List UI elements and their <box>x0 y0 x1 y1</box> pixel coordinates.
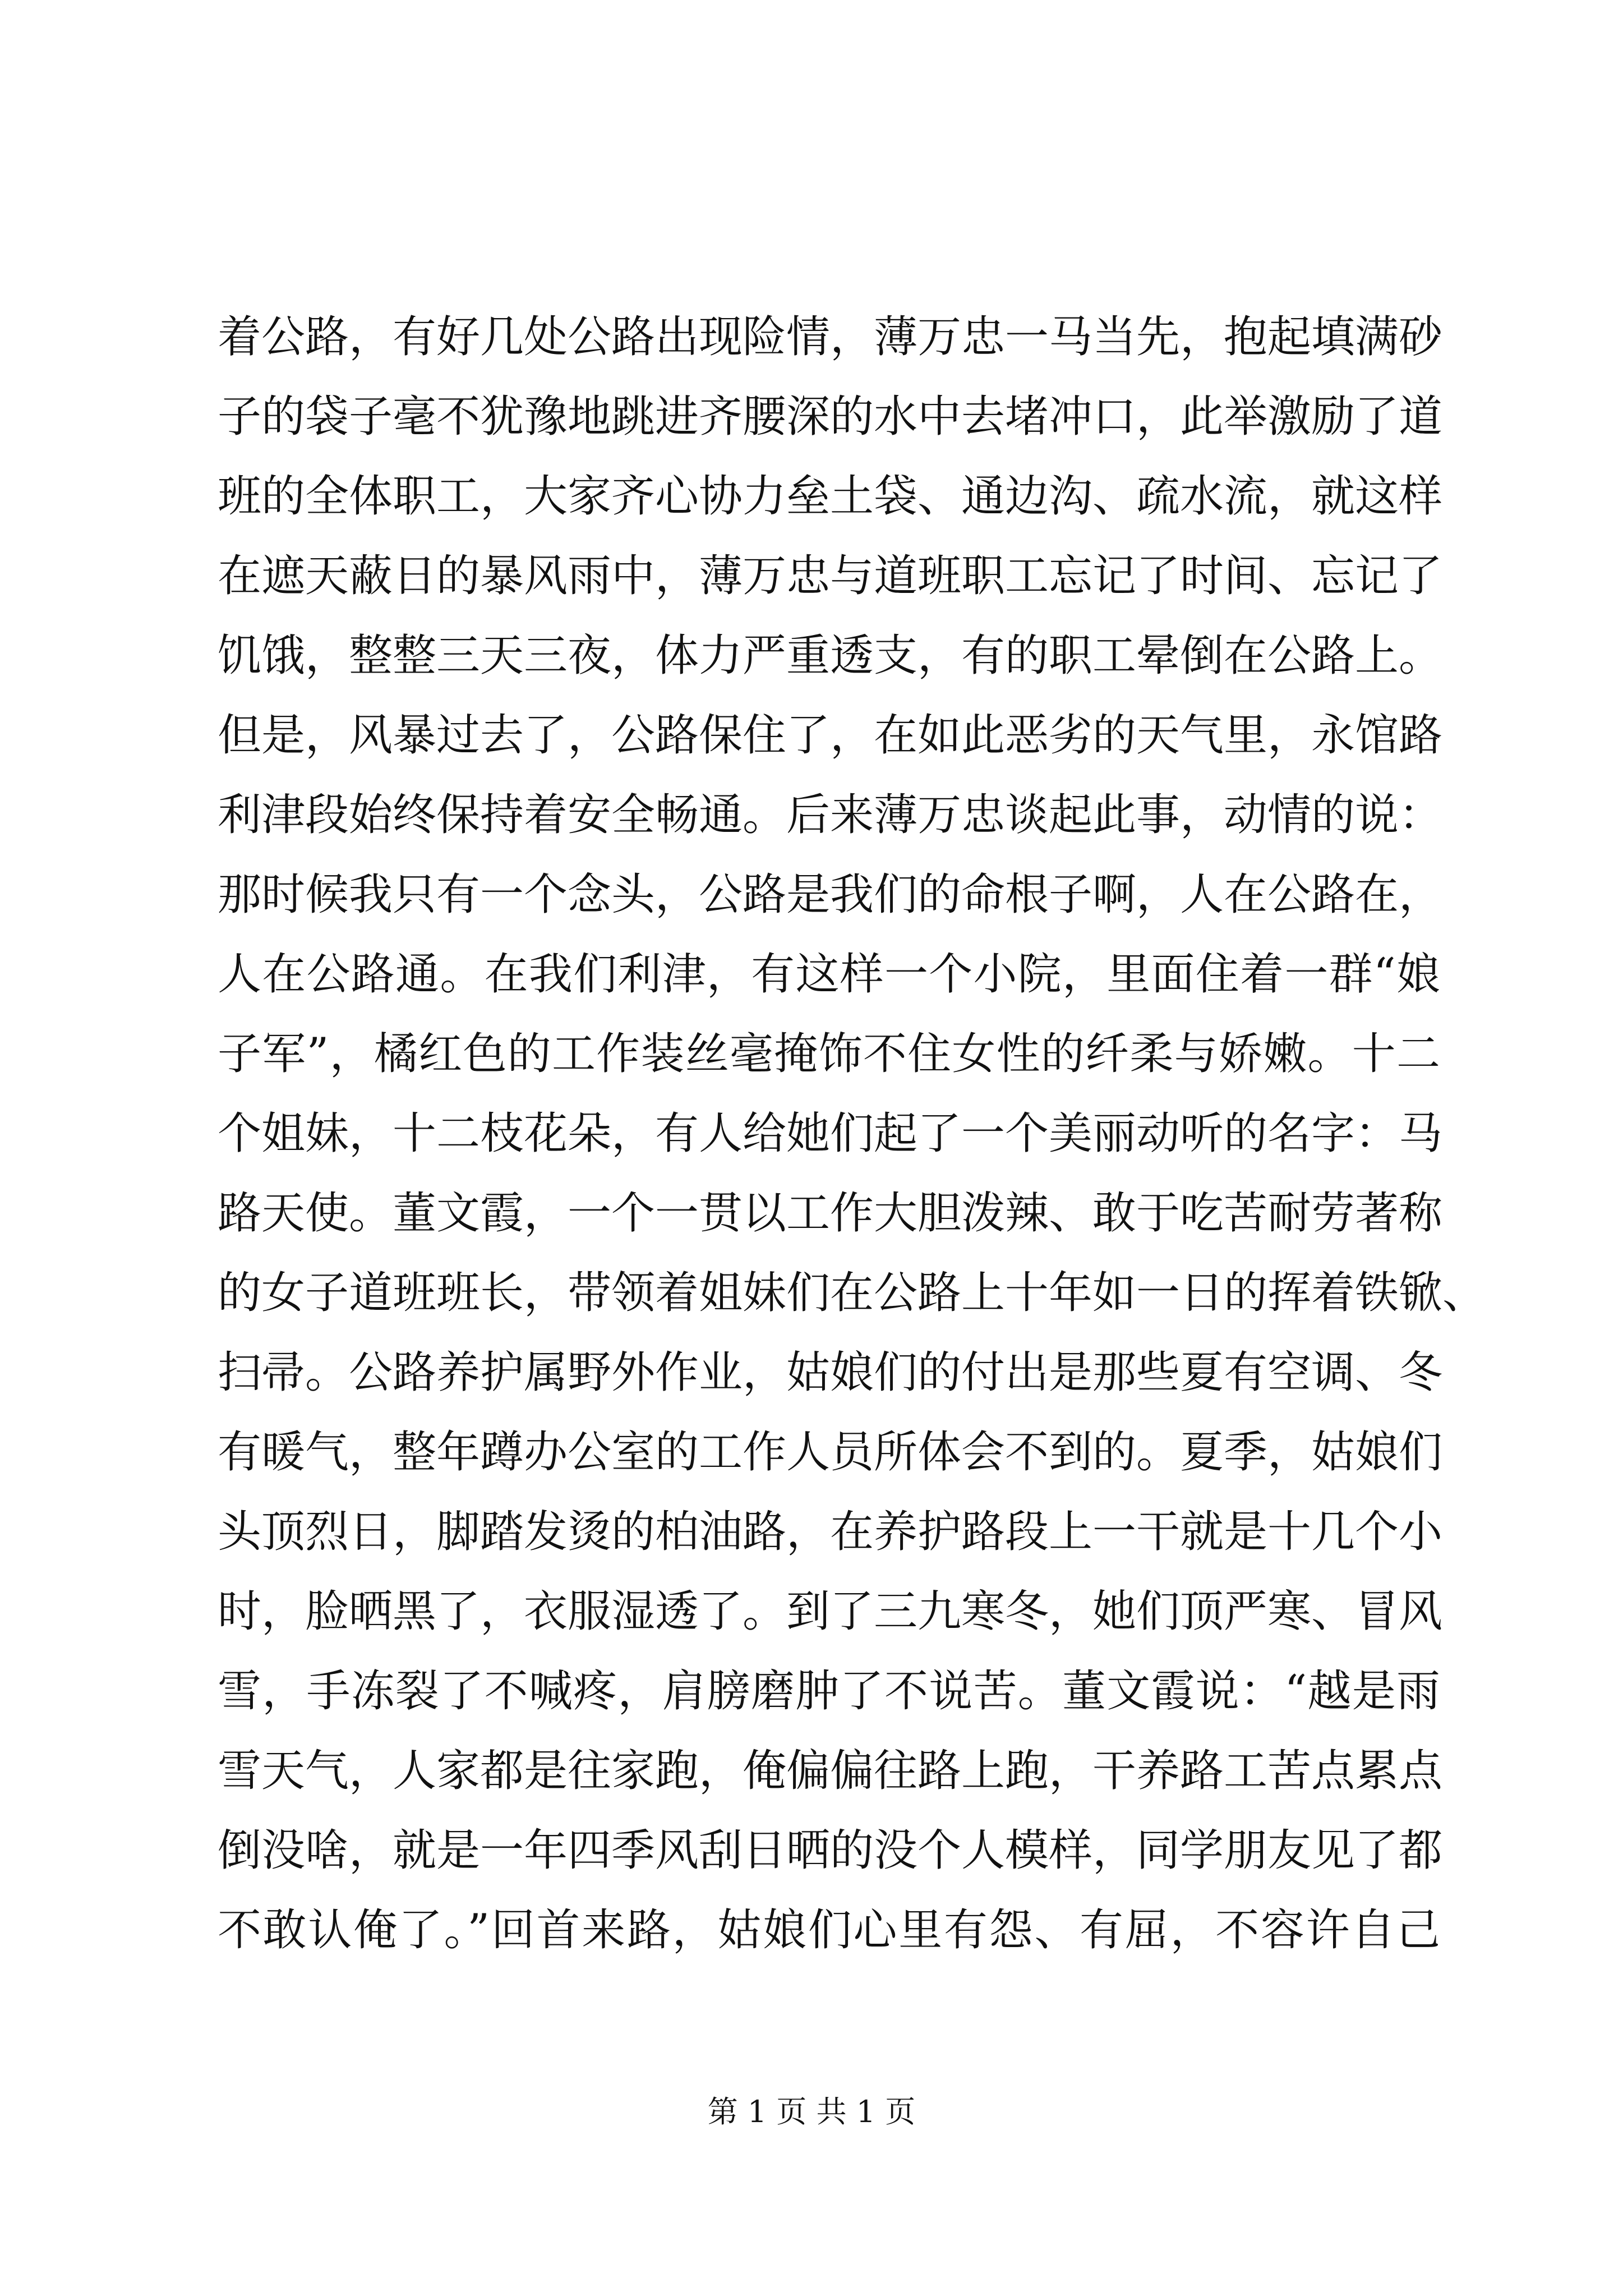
body-text <box>218 297 1487 1970</box>
page-number-footer: 第 1 页 共 1 页 <box>707 2094 916 2129</box>
text-line: 利津段始终保持着安全畅通。后来薄万忠谈起此事，动情的说： <box>218 790 1443 840</box>
text-line: 雪天气，人家都是往家跑，俺偏偏往路上跑，干养路工苦点累点 <box>218 1746 1443 1796</box>
text-line: 头顶烈日，脚踏发烫的柏油路，在养护路段上一干就是十几个小 <box>218 1507 1443 1557</box>
text-line: 个姐妹，十二枝花朵，有人给她们起了一个美丽动听的名字：马 <box>218 1108 1443 1159</box>
text-line: 不敢认俺了。”回首来路，姑娘们心里有怨、有屈，不容许自己 <box>218 1905 1440 1955</box>
text-line: 子军”，橘红色的工作装丝毫掩饰不住女性的纤柔与娇嫩。十二 <box>218 1029 1440 1079</box>
text-line: 人在公路通。在我们利津，有这样一个小院，里面住着一群“娘 <box>218 949 1440 1000</box>
text-line: 时，脸晒黑了，衣服湿透了。到了三九寒冬，她们顶严寒、冒风 <box>218 1586 1443 1637</box>
text-line: 班的全体职工，大家齐心协力垒土袋、通边沟、疏水流，就这样 <box>218 471 1443 522</box>
text-line: 有暖气，整年蹲办公室的工作人员所体会不到的。夏季，姑娘们 <box>218 1427 1443 1478</box>
text-line: 扫帚。公路养护属野外作业，姑娘们的付出是那些夏有空调、冬 <box>218 1347 1443 1398</box>
text-line: 但是，风暴过去了，公路保住了，在如此恶劣的天气里，永馆路 <box>218 710 1443 761</box>
text-line: 在遮天蔽日的暴风雨中，薄万忠与道班职工忘记了时间、忘记了 <box>218 551 1443 601</box>
text-line: 那时候我只有一个念头，公路是我们的命根子啊，人在公路在， <box>218 869 1443 920</box>
text-line: 的女子道班班长，带领着姐妹们在公路上十年如一日的挥着铁锨、 <box>218 1268 1487 1318</box>
text-line: 路天使。董文霞，一个一贯以工作大胆泼辣、敢于吃苦耐劳著称 <box>218 1188 1443 1239</box>
text-line: 着公路，有好几处公路出现险情，薄万忠一马当先，抱起填满砂 <box>218 312 1443 362</box>
text-line: 子的袋子毫不犹豫地跳进齐腰深的水中去堵冲口，此举激励了道 <box>218 392 1443 442</box>
text-line: 倒没啥，就是一年四季风刮日晒的没个人模样，同学朋友见了都 <box>218 1825 1443 1876</box>
text-line: 饥饿，整整三天三夜，体力严重透支，有的职工晕倒在公路上。 <box>218 631 1443 681</box>
text-line: 雪，手冻裂了不喊疼，肩膀磨肿了不说苦。董文霞说：“越是雨 <box>218 1666 1440 1717</box>
